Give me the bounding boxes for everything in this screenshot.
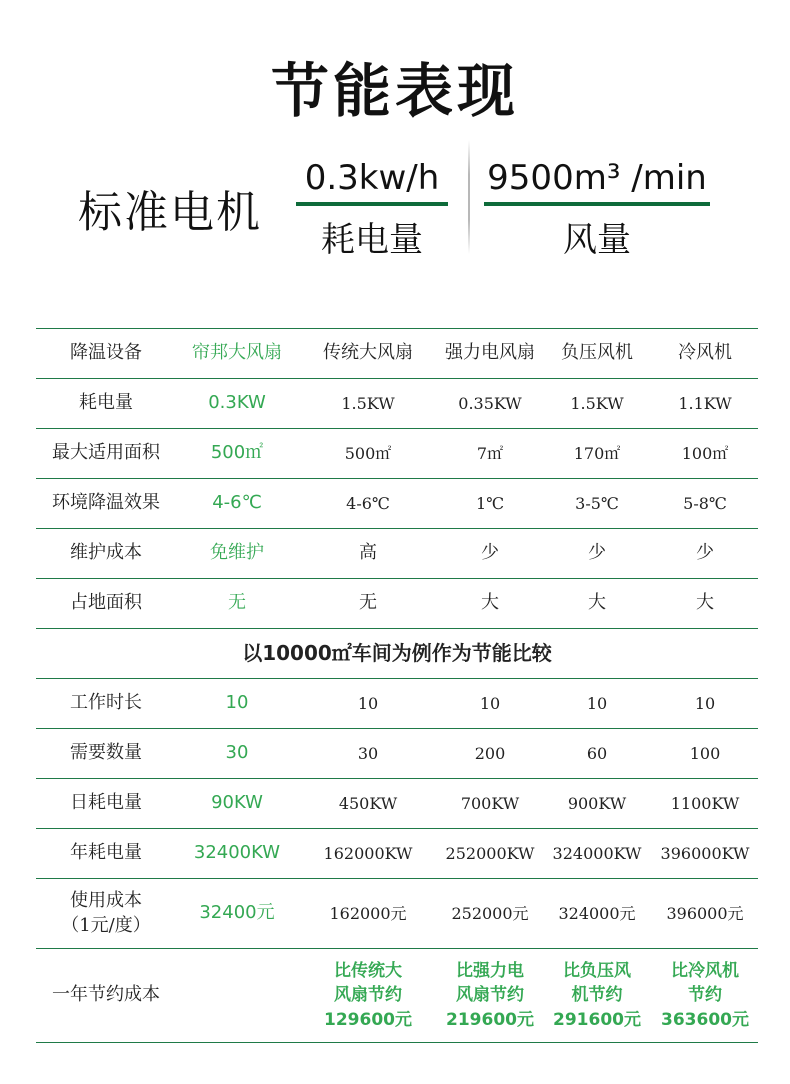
page-title: 节能表现 xyxy=(270,57,519,125)
table-cell-empty xyxy=(176,949,298,1043)
table-row xyxy=(36,529,758,579)
row-label-line: （1元/度） xyxy=(61,914,151,936)
table-cell: 10 xyxy=(438,679,542,729)
table-cell: 少 xyxy=(438,529,542,579)
table-cell: 大 xyxy=(652,579,758,629)
table-cell: 大 xyxy=(542,579,652,629)
table-cell: 500㎡ xyxy=(298,429,438,479)
table-cell: 1100KW xyxy=(652,779,758,829)
table-cell: 32400KW xyxy=(176,829,298,879)
header-row xyxy=(36,329,758,379)
airflow-value: 9500m³ /min xyxy=(487,158,707,198)
table-cell: 700KW xyxy=(438,779,542,829)
header-cell: 帘邦大风扇 xyxy=(176,329,298,379)
table-cell: 少 xyxy=(542,529,652,579)
row-label: 日耗电量 xyxy=(36,779,176,829)
table-cell: 1.5KW xyxy=(298,379,438,429)
savings-amount: 219600元 xyxy=(446,1009,534,1030)
savings-line: 比传统大 xyxy=(334,960,402,981)
power-spec xyxy=(296,158,448,261)
table-cell: 10 xyxy=(176,679,298,729)
table-row xyxy=(36,379,758,429)
table-cell: 10 xyxy=(542,679,652,729)
table-cell: 4-6℃ xyxy=(176,479,298,529)
table-cell: 324000元 xyxy=(542,879,652,949)
table-row xyxy=(36,729,758,779)
table-cell: 7㎡ xyxy=(438,429,542,479)
savings-line: 风扇节约 xyxy=(456,985,524,1006)
table-cell: 30 xyxy=(176,729,298,779)
table-cell: 200 xyxy=(438,729,542,779)
table-cell: 5-8℃ xyxy=(652,479,758,529)
table-cell: 0.3KW xyxy=(176,379,298,429)
table-cell: 3-5℃ xyxy=(542,479,652,529)
table-cell: 10 xyxy=(298,679,438,729)
row-label: 工作时长 xyxy=(36,679,176,729)
header-cell: 传统大风扇 xyxy=(298,329,438,379)
table-cell: 324000KW xyxy=(542,829,652,879)
power-rule xyxy=(296,202,448,206)
savings-amount: 363600元 xyxy=(661,1009,749,1030)
savings-line: 机节约 xyxy=(571,985,623,1006)
airflow-rule xyxy=(484,202,710,206)
row-label xyxy=(36,879,176,949)
row-label: 一年节约成本 xyxy=(36,949,176,1043)
savings-cell xyxy=(652,949,758,1043)
power-label: 耗电量 xyxy=(321,220,423,260)
table-cell: 1.5KW xyxy=(542,379,652,429)
savings-line: 节约 xyxy=(688,985,722,1006)
savings-line: 比强力电 xyxy=(456,960,524,981)
comparison-table xyxy=(36,328,758,1043)
table-cell: 60 xyxy=(542,729,652,779)
table-cell: 450KW xyxy=(298,779,438,829)
power-value: 0.3kw/h xyxy=(304,158,440,198)
table-cell: 无 xyxy=(176,579,298,629)
table-cell: 30 xyxy=(298,729,438,779)
table-cell: 免维护 xyxy=(176,529,298,579)
table-cell: 1.1KW xyxy=(652,379,758,429)
table-row xyxy=(36,579,758,629)
savings-cell xyxy=(298,949,438,1043)
row-label: 最大适用面积 xyxy=(36,429,176,479)
savings-amount: 291600元 xyxy=(553,1009,641,1030)
section-row xyxy=(36,629,758,679)
savings-line: 比负压风 xyxy=(563,960,631,981)
table-cell: 大 xyxy=(438,579,542,629)
savings-cell xyxy=(438,949,542,1043)
table-row xyxy=(36,879,758,949)
savings-amount: 129600元 xyxy=(324,1009,412,1030)
table-cell: 0.35KW xyxy=(438,379,542,429)
table-cell: 32400元 xyxy=(176,879,298,949)
row-label: 年耗电量 xyxy=(36,829,176,879)
table-row xyxy=(36,829,758,879)
motor-label: 标准电机 xyxy=(78,187,262,238)
airflow-label: 风量 xyxy=(563,220,631,260)
table-cell: 高 xyxy=(298,529,438,579)
table-cell: 900KW xyxy=(542,779,652,829)
table-row xyxy=(36,479,758,529)
table-cell: 500㎡ xyxy=(176,429,298,479)
spec-divider xyxy=(468,140,470,254)
row-label: 需要数量 xyxy=(36,729,176,779)
header-cell: 负压风机 xyxy=(542,329,652,379)
row-label: 耗电量 xyxy=(36,379,176,429)
airflow-spec xyxy=(484,158,710,261)
row-label-line: 使用成本 xyxy=(70,890,142,912)
table-cell: 170㎡ xyxy=(542,429,652,479)
section-title: 以10000㎡车间为例作为节能比较 xyxy=(36,629,758,679)
table-cell: 100㎡ xyxy=(652,429,758,479)
table-row xyxy=(36,949,758,1043)
header-cell: 冷风机 xyxy=(652,329,758,379)
table-cell: 4-6℃ xyxy=(298,479,438,529)
table-cell: 1℃ xyxy=(438,479,542,529)
savings-line: 比冷风机 xyxy=(671,960,739,981)
table-cell: 90KW xyxy=(176,779,298,829)
table-cell: 162000元 xyxy=(298,879,438,949)
table-row xyxy=(36,679,758,729)
table-cell: 252000元 xyxy=(438,879,542,949)
table-cell: 少 xyxy=(652,529,758,579)
savings-cell xyxy=(542,949,652,1043)
table-cell: 100 xyxy=(652,729,758,779)
table-cell: 396000KW xyxy=(652,829,758,879)
table-cell: 396000元 xyxy=(652,879,758,949)
table-cell: 10 xyxy=(652,679,758,729)
table-row xyxy=(36,429,758,479)
row-label: 占地面积 xyxy=(36,579,176,629)
table-row xyxy=(36,779,758,829)
table-cell: 252000KW xyxy=(438,829,542,879)
header-cell: 强力电风扇 xyxy=(438,329,542,379)
row-label: 维护成本 xyxy=(36,529,176,579)
header-cell: 降温设备 xyxy=(36,329,176,379)
table-cell: 162000KW xyxy=(298,829,438,879)
savings-line: 风扇节约 xyxy=(334,985,402,1006)
table-cell: 无 xyxy=(298,579,438,629)
row-label: 环境降温效果 xyxy=(36,479,176,529)
